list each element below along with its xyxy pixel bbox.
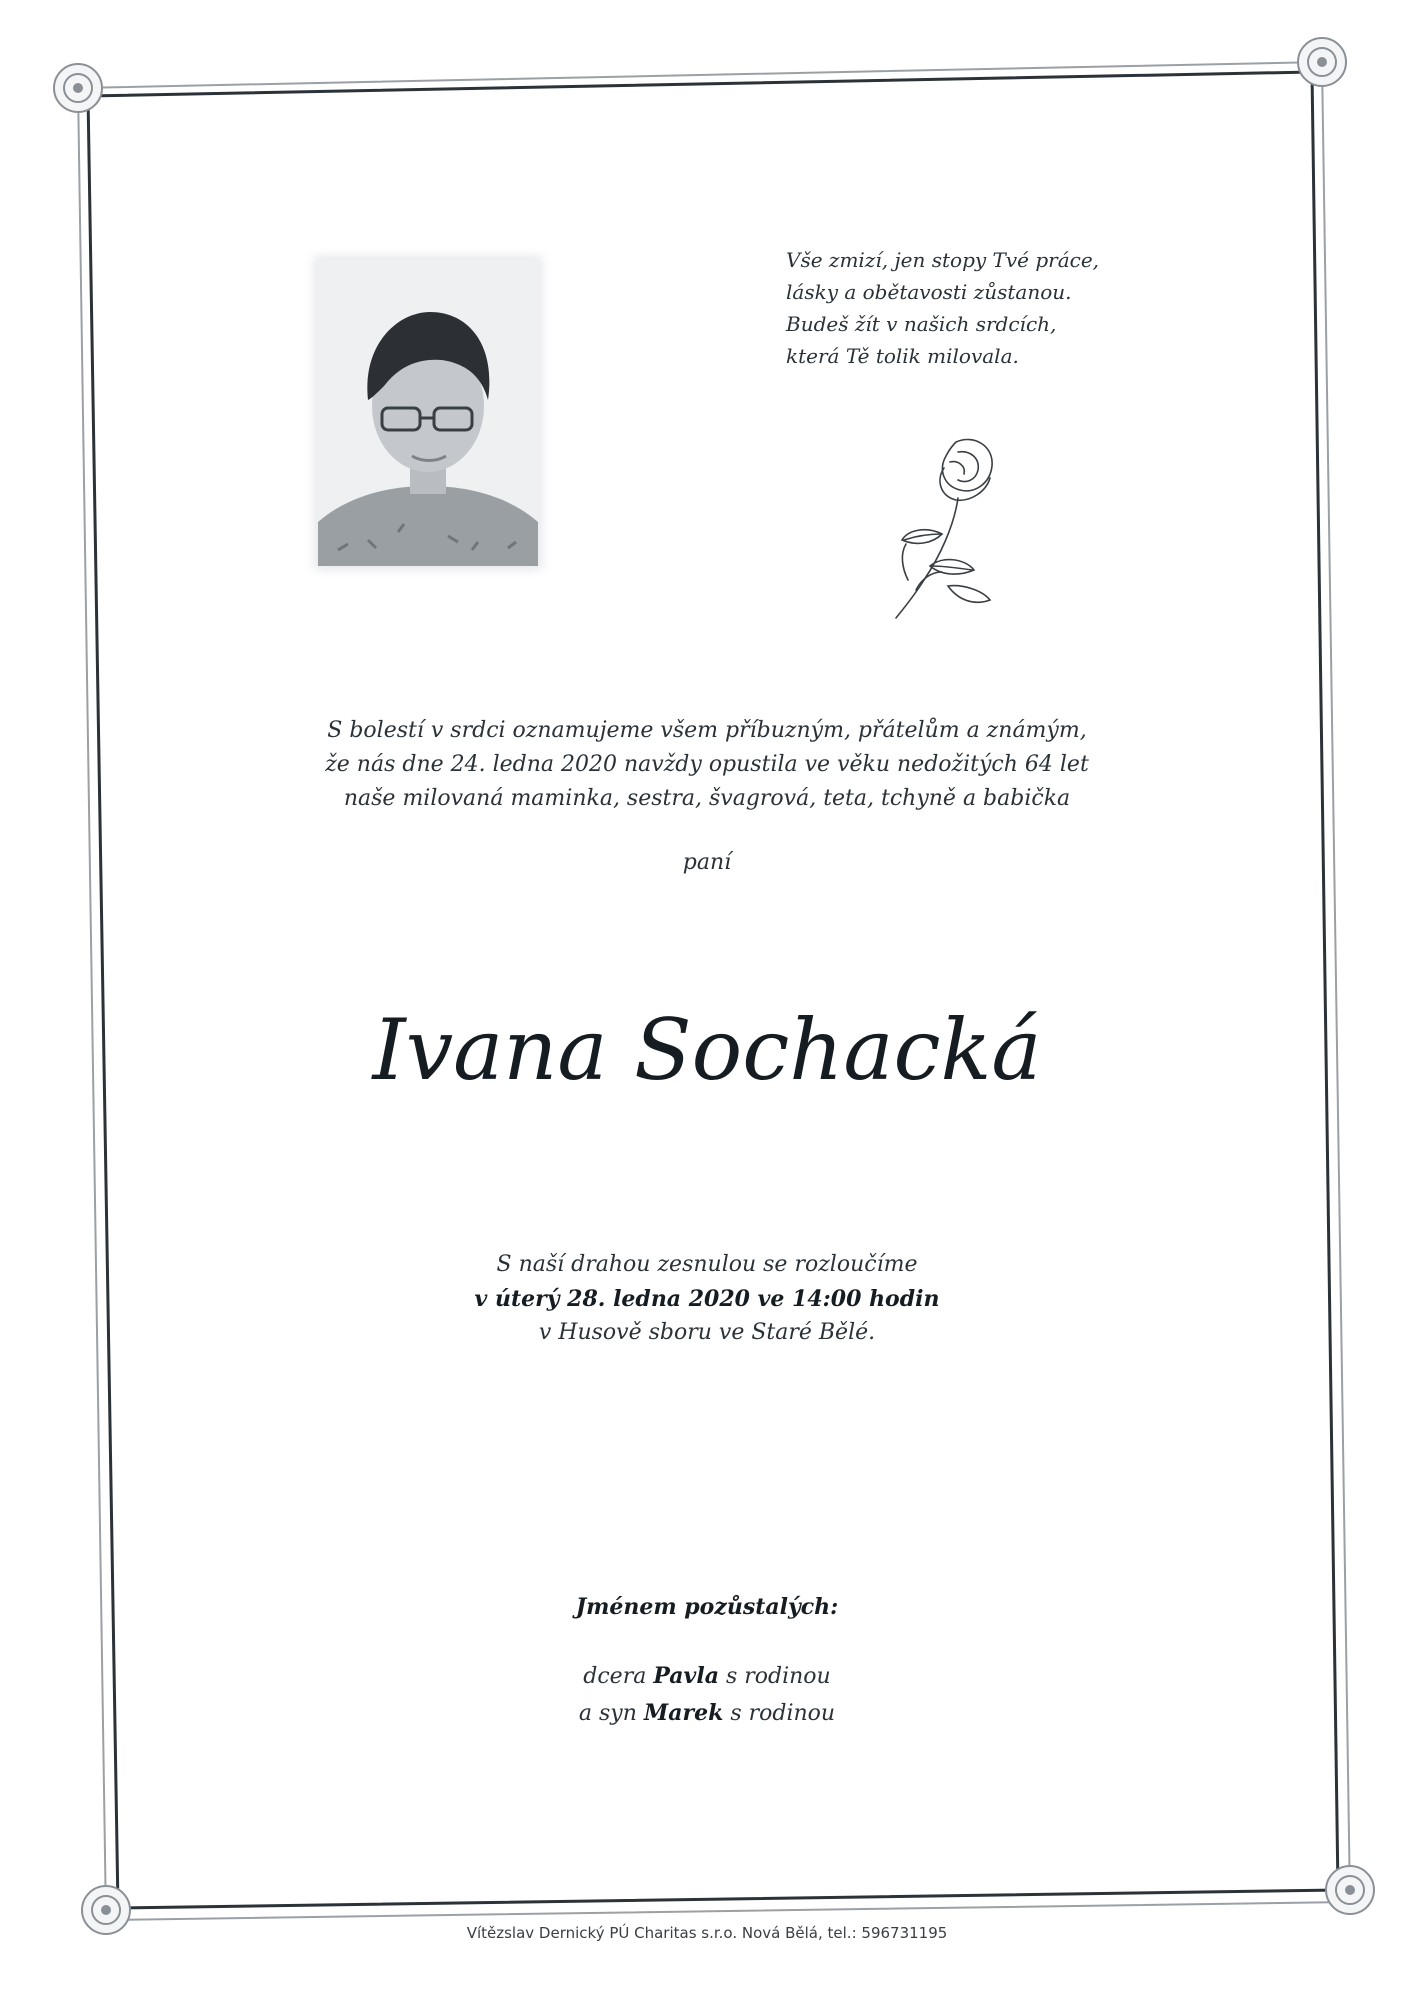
announcement-line: S bolestí v srdci oznamujeme všem příbuzným, přátelům a známým, — [327, 718, 1087, 743]
ceremony-line: S naší drahou zesnulou se rozloučíme — [496, 1252, 918, 1277]
announcement — [200, 714, 1214, 816]
rosette-icon — [82, 1886, 130, 1934]
signatory-name: Pavla — [653, 1663, 719, 1689]
poem-line: lásky a obětavosti zůstanou. — [786, 280, 1072, 304]
rosette-icon — [1326, 1866, 1374, 1914]
signatory-row — [200, 1658, 1214, 1695]
signatory-suffix: s rodinou — [725, 1664, 831, 1689]
ceremony-datetime: v úterý 28. ledna 2020 ve 14:00 hodin — [474, 1286, 940, 1312]
signatory-name: Marek — [643, 1700, 724, 1726]
rosette-icon — [54, 64, 102, 112]
portrait-photo — [318, 260, 538, 566]
signatory-prefix: a syn — [578, 1701, 637, 1726]
deceased-name: Ivana Sochacká — [372, 1001, 1042, 1099]
poem-line: která Tě tolik milovala. — [786, 344, 1019, 368]
signatory-prefix: dcera — [583, 1664, 647, 1689]
rosette-icon — [1298, 38, 1346, 86]
ceremony-location: v Husově sboru ve Staré Bělé. — [538, 1320, 876, 1345]
ceremony-info — [200, 1248, 1214, 1350]
signatories-heading: Jménem pozůstalých: — [575, 1594, 839, 1620]
signatory-suffix: s rodinou — [730, 1701, 836, 1726]
honorific: paní — [682, 850, 732, 875]
rose-icon — [878, 430, 1008, 620]
announcement-line: naše milovaná maminka, sestra, švagrová, teta, tchyně a babička — [343, 786, 1071, 811]
poem-line: Budeš žít v našich srdcích, — [786, 312, 1057, 336]
signatories-list — [200, 1658, 1214, 1732]
signatory-row — [200, 1695, 1214, 1732]
poem-line: Vše zmizí, jen stopy Tvé práce, — [786, 248, 1100, 272]
poem — [786, 244, 1206, 372]
announcement-line: že nás dne 24. ledna 2020 navždy opustila ve věku nedožitých 64 let — [325, 752, 1089, 777]
funeral-service-footer: Vítězslav Dernický PÚ Charitas s.r.o. Nová Bělá, tel.: 596731195 — [466, 1924, 948, 1942]
